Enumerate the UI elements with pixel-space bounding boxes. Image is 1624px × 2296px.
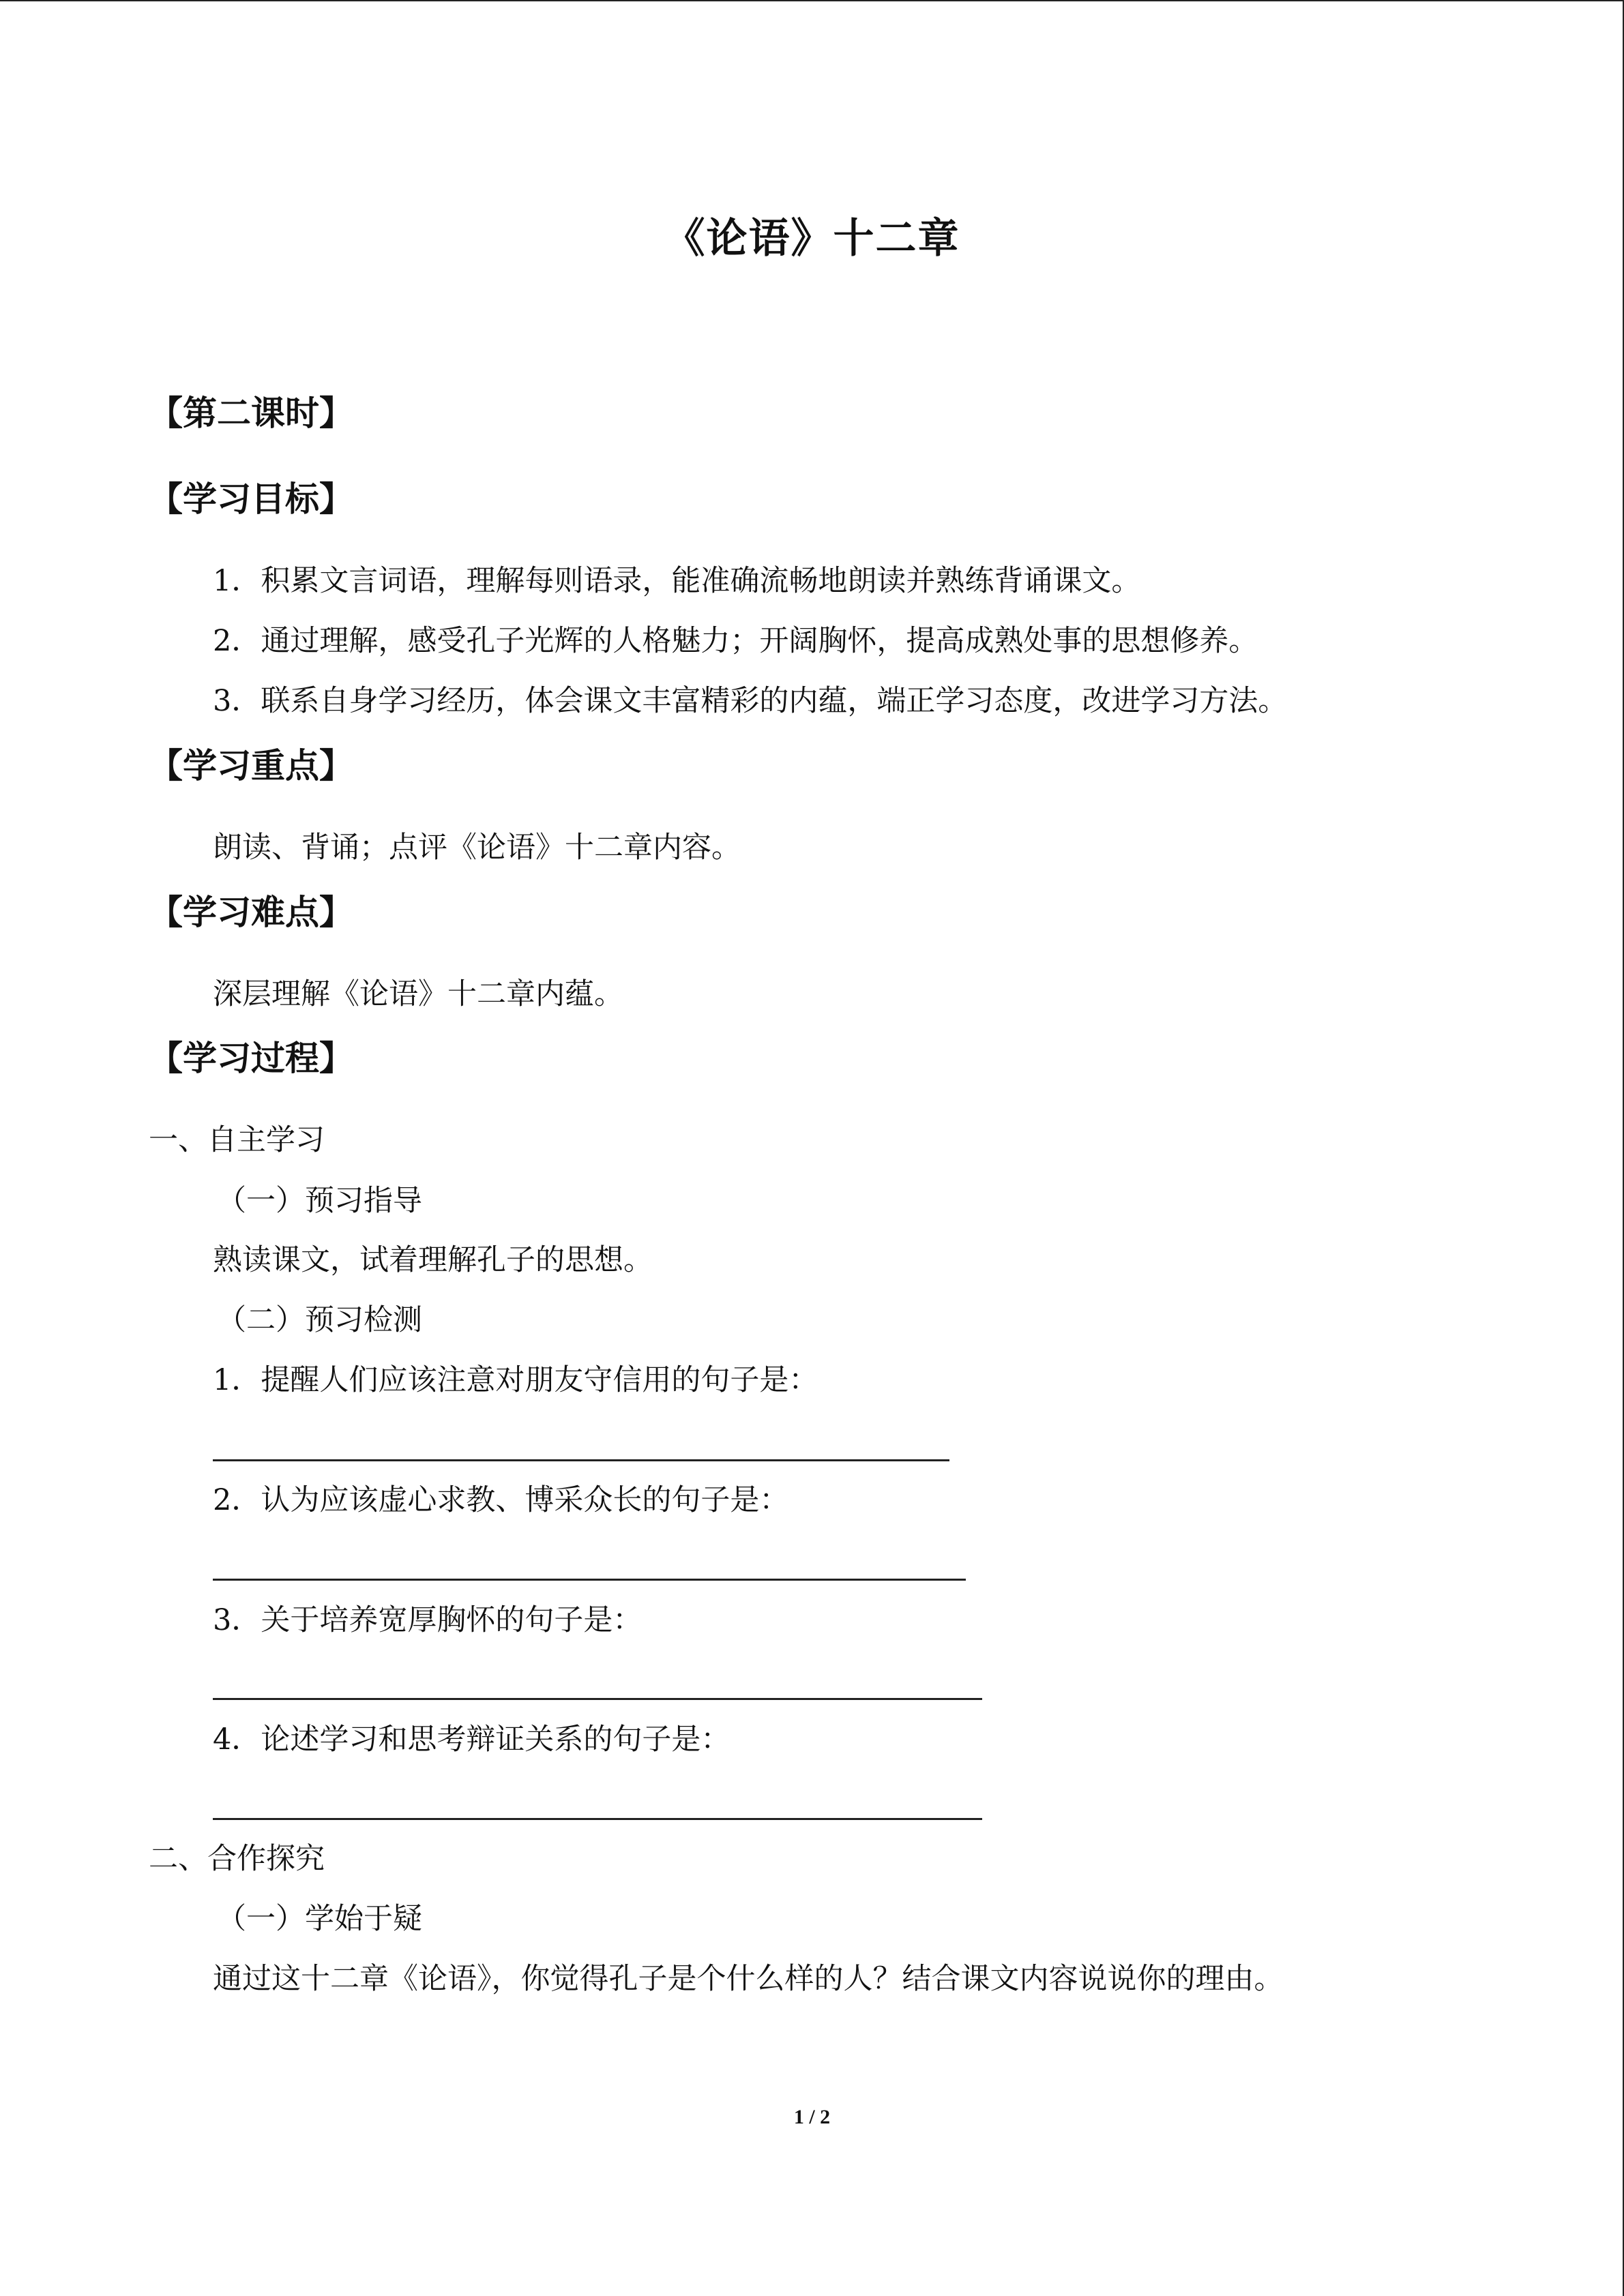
- part1-title: 一、自主学习: [149, 1123, 325, 1157]
- objectives-heading: 【学习目标】: [149, 479, 353, 519]
- answer-blank-1[interactable]: [213, 1459, 949, 1461]
- answer-blank-3[interactable]: [213, 1698, 982, 1700]
- lesson-heading: 【第二课时】: [149, 393, 353, 433]
- question-4: 4．论述学习和思考辩证关系的句子是：: [213, 1723, 730, 1757]
- objective-item-1: 1．积累文言词语，理解每则语录，能准确流畅地朗读并熟练背诵课文。: [213, 564, 1141, 598]
- key-points-heading: 【学习重点】: [149, 746, 353, 786]
- part2-sub1-text: 通过这十二章《论语》，你觉得孔子是个什么样的人？结合课文内容说说你的理由。: [213, 1962, 1284, 1996]
- question-2: 2．认为应该虚心求教、博采众长的句子是：: [213, 1483, 789, 1517]
- process-heading: 【学习过程】: [149, 1039, 353, 1078]
- part2-title: 二、合作探究: [149, 1842, 325, 1876]
- part1-sub2-title: （二）预习检测: [217, 1303, 422, 1337]
- part2-sub1-title: （一）学始于疑: [217, 1902, 422, 1936]
- question-1: 1．提醒人们应该注意对朋友守信用的句子是：: [213, 1363, 818, 1397]
- document-title: 《论语》十二章: [664, 215, 960, 263]
- answer-blank-4[interactable]: [213, 1818, 982, 1820]
- difficulties-heading: 【学习难点】: [149, 893, 353, 932]
- page-number: 1 / 2: [793, 2106, 831, 2128]
- objective-item-3: 3．联系自身学习经历，体会课文丰富精彩的内蕴，端正学习态度，改进学习方法。: [213, 684, 1288, 718]
- answer-blank-2[interactable]: [213, 1579, 966, 1581]
- question-3: 3．关于培养宽厚胸怀的句子是：: [213, 1603, 643, 1637]
- part1-sub1-title: （一）预习指导: [217, 1184, 422, 1218]
- part1-sub1-text: 熟读课文，试着理解孔子的思想。: [213, 1243, 653, 1277]
- difficulties-text: 深层理解《论语》十二章内蕴。: [213, 977, 623, 1011]
- key-points-text: 朗读、背诵；点评《论语》十二章内容。: [213, 831, 741, 865]
- objective-item-2: 2．通过理解，感受孔子光辉的人格魅力；开阔胸怀，提高成熟处事的思想修养。: [213, 624, 1258, 658]
